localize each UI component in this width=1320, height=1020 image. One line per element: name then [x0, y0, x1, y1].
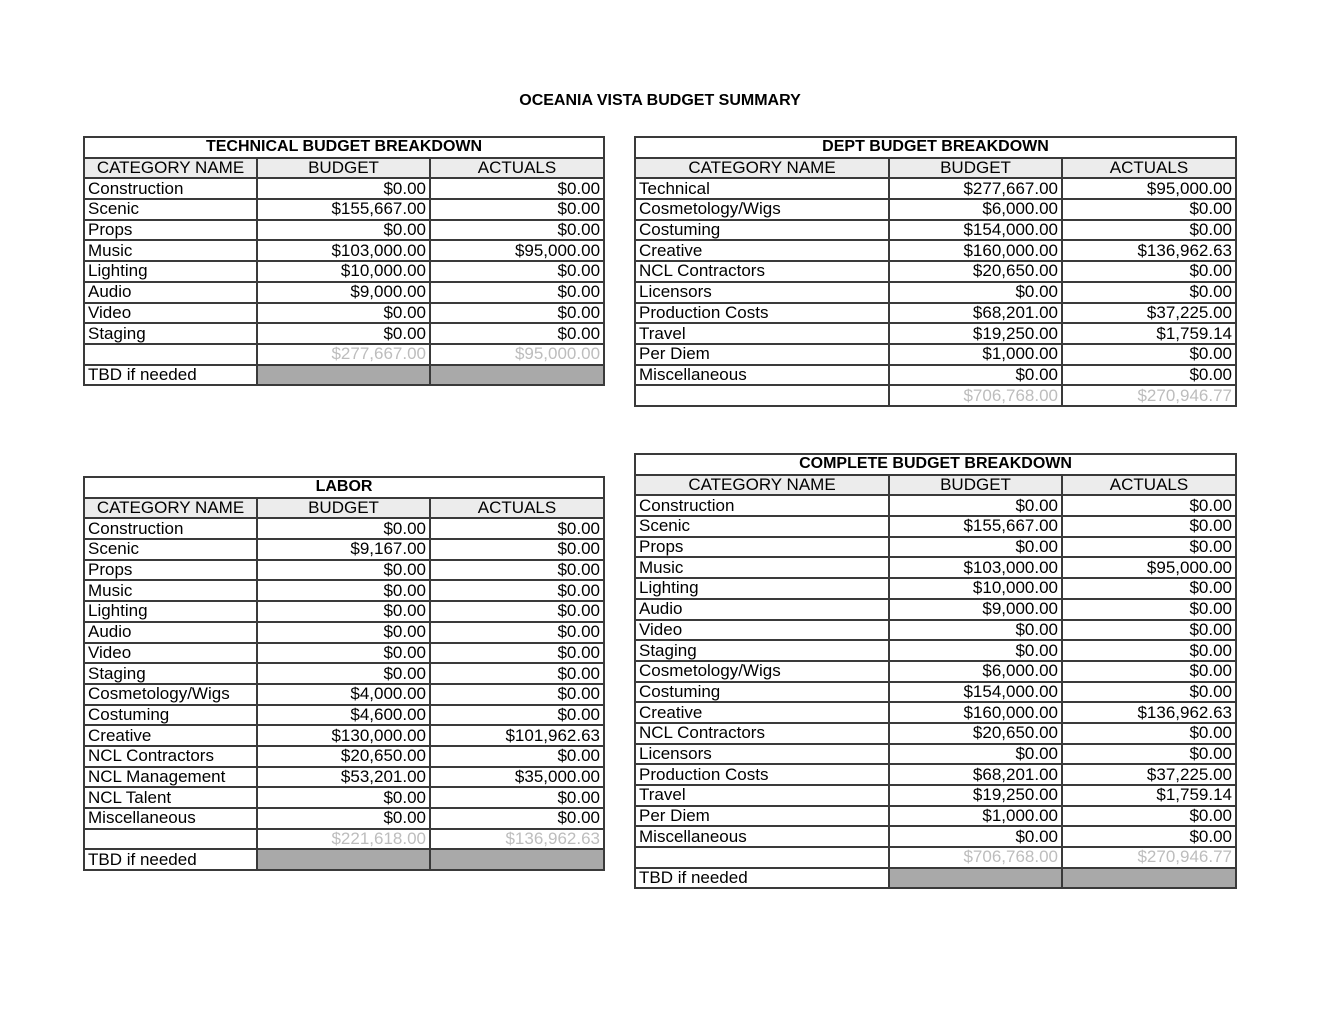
table-row	[84, 601, 604, 622]
column-header: ACTUALS	[1062, 475, 1236, 496]
table-row	[635, 557, 1236, 578]
column-header: CATEGORY NAME	[84, 498, 257, 519]
table-row	[635, 282, 1236, 303]
category-cell[interactable]: Creative	[635, 240, 889, 261]
budget-cell[interactable]: $0.00	[257, 220, 430, 241]
budget-cell[interactable]: $0.00	[889, 365, 1062, 386]
budget-cell[interactable]: $20,650.00	[257, 746, 430, 767]
tbd-label-cell[interactable]: TBD if needed	[84, 365, 257, 386]
budget-cell[interactable]: $277,667.00	[889, 178, 1062, 199]
category-cell[interactable]: NCL Contractors	[635, 723, 889, 744]
tbd-actuals-cell[interactable]	[1062, 868, 1236, 889]
category-cell[interactable]: Miscellaneous	[84, 808, 257, 829]
table-row	[635, 723, 1236, 744]
actuals-cell[interactable]: $0.00	[1062, 199, 1236, 220]
column-header: ACTUALS	[430, 158, 604, 179]
table-row	[635, 661, 1236, 682]
actuals-cell[interactable]: $0.00	[1062, 640, 1236, 661]
table-row	[84, 684, 604, 705]
actuals-cell[interactable]: $0.00	[430, 560, 604, 581]
category-cell[interactable]: Music	[84, 580, 257, 601]
category-cell[interactable]: Creative	[635, 702, 889, 723]
actuals-cell[interactable]: $0.00	[430, 518, 604, 539]
table-row	[84, 178, 604, 199]
category-cell[interactable]: Staging	[84, 663, 257, 684]
table-row	[84, 282, 604, 303]
budget-total-cell[interactable]: $221,618.00	[257, 829, 430, 850]
budget-cell[interactable]: $0.00	[889, 282, 1062, 303]
actuals-cell[interactable]: $0.00	[430, 601, 604, 622]
budget-cell[interactable]: $155,667.00	[889, 516, 1062, 537]
category-cell[interactable]: Cosmetology/Wigs	[84, 684, 257, 705]
table-row	[635, 495, 1236, 516]
table-row	[84, 787, 604, 808]
table-row	[84, 539, 604, 560]
budget-cell[interactable]: $0.00	[889, 495, 1062, 516]
category-cell[interactable]: Technical	[635, 178, 889, 199]
budget-cell[interactable]: $0.00	[257, 601, 430, 622]
table-row	[635, 702, 1236, 723]
total-label-cell[interactable]	[635, 385, 889, 406]
actuals-total-cell[interactable]: $270,946.77	[1062, 385, 1236, 406]
actuals-cell[interactable]: $0.00	[1062, 516, 1236, 537]
actuals-cell[interactable]: $0.00	[430, 539, 604, 560]
actuals-cell[interactable]: $0.00	[1062, 220, 1236, 241]
table-row	[84, 323, 604, 344]
tbd-label-cell[interactable]: TBD if needed	[84, 849, 257, 870]
budget-cell[interactable]: $4,000.00	[257, 684, 430, 705]
actuals-cell[interactable]: $0.00	[1062, 620, 1236, 641]
actuals-cell[interactable]: $0.00	[430, 282, 604, 303]
actuals-total-cell[interactable]: $136,962.63	[430, 829, 604, 850]
actuals-cell[interactable]: $0.00	[1062, 537, 1236, 558]
budget-cell[interactable]: $0.00	[257, 323, 430, 344]
total-label-cell[interactable]	[635, 847, 889, 868]
table-row	[84, 261, 604, 282]
budget-cell[interactable]: $1,000.00	[889, 344, 1062, 365]
actuals-cell[interactable]: $0.00	[1062, 282, 1236, 303]
table-row	[635, 220, 1236, 241]
budget-cell[interactable]: $0.00	[257, 643, 430, 664]
table-row	[84, 705, 604, 726]
column-header: ACTUALS	[430, 498, 604, 519]
category-cell[interactable]: Cosmetology/Wigs	[635, 661, 889, 682]
table-row	[84, 240, 604, 261]
budget-cell[interactable]: $0.00	[257, 808, 430, 829]
actuals-cell[interactable]: $0.00	[430, 178, 604, 199]
category-cell[interactable]: NCL Contractors	[635, 261, 889, 282]
category-cell[interactable]: Cosmetology/Wigs	[635, 199, 889, 220]
table-row	[84, 199, 604, 220]
column-header: ACTUALS	[1062, 158, 1236, 179]
actuals-cell[interactable]: $95,000.00	[1062, 557, 1236, 578]
actuals-cell[interactable]: $0.00	[430, 303, 604, 324]
budget-cell[interactable]: $0.00	[257, 663, 430, 684]
category-cell[interactable]: NCL Contractors	[84, 746, 257, 767]
total-row	[84, 829, 604, 850]
budget-cell[interactable]: $6,000.00	[889, 199, 1062, 220]
table-heading-row	[635, 454, 1236, 475]
actuals-cell[interactable]: $0.00	[430, 580, 604, 601]
table-row	[635, 764, 1236, 785]
table-heading: COMPLETE BUDGET BREAKDOWN	[635, 454, 1236, 475]
table-row	[635, 303, 1236, 324]
category-cell[interactable]: Costuming	[635, 682, 889, 703]
actuals-cell[interactable]: $0.00	[1062, 578, 1236, 599]
category-cell[interactable]: Music	[635, 557, 889, 578]
total-row	[84, 344, 604, 365]
table-row	[84, 767, 604, 788]
budget-cell[interactable]: $4,600.00	[257, 705, 430, 726]
actuals-cell[interactable]: $0.00	[430, 808, 604, 829]
table-row	[635, 620, 1236, 641]
budget-cell[interactable]: $10,000.00	[889, 578, 1062, 599]
table-row	[635, 744, 1236, 765]
category-cell[interactable]: Miscellaneous	[635, 365, 889, 386]
actuals-total-cell[interactable]: $270,946.77	[1062, 847, 1236, 868]
technical-budget-table	[83, 136, 605, 386]
table-row	[635, 261, 1236, 282]
column-header: BUDGET	[257, 158, 430, 179]
table-heading: TECHNICAL BUDGET BREAKDOWN	[84, 137, 604, 158]
budget-cell[interactable]: $130,000.00	[257, 725, 430, 746]
category-cell[interactable]: Lighting	[635, 578, 889, 599]
category-cell[interactable]: Video	[84, 303, 257, 324]
category-cell[interactable]: Lighting	[84, 601, 257, 622]
budget-cell[interactable]: $0.00	[257, 303, 430, 324]
table-row	[635, 240, 1236, 261]
table-row	[635, 537, 1236, 558]
budget-cell[interactable]: $0.00	[889, 640, 1062, 661]
table-row	[635, 199, 1236, 220]
actuals-cell[interactable]: $136,962.63	[1062, 702, 1236, 723]
category-cell[interactable]: NCL Management	[84, 767, 257, 788]
category-cell[interactable]: Licensors	[635, 282, 889, 303]
table-row	[84, 220, 604, 241]
budget-total-cell[interactable]: $277,667.00	[257, 344, 430, 365]
budget-cell[interactable]: $0.00	[257, 580, 430, 601]
actuals-cell[interactable]: $0.00	[430, 663, 604, 684]
budget-total-cell[interactable]: $706,768.00	[889, 847, 1062, 868]
table-heading: LABOR	[84, 477, 604, 498]
table-row	[635, 785, 1236, 806]
actuals-cell[interactable]: $0.00	[1062, 495, 1236, 516]
tbd-row	[84, 849, 604, 870]
actuals-cell[interactable]: $37,225.00	[1062, 764, 1236, 785]
column-header: CATEGORY NAME	[635, 158, 889, 179]
dept-budget-table	[634, 136, 1237, 407]
tbd-actuals-cell[interactable]	[430, 849, 604, 870]
category-cell[interactable]: Lighting	[84, 261, 257, 282]
budget-cell[interactable]: $1,000.00	[889, 806, 1062, 827]
category-cell[interactable]: Props	[84, 560, 257, 581]
category-cell[interactable]: Construction	[84, 518, 257, 539]
complete-budget-table	[634, 453, 1237, 889]
actuals-cell[interactable]: $0.00	[1062, 744, 1236, 765]
tbd-actuals-cell[interactable]	[430, 365, 604, 386]
budget-cell[interactable]: $10,000.00	[257, 261, 430, 282]
budget-cell[interactable]: $154,000.00	[889, 682, 1062, 703]
actuals-cell[interactable]: $0.00	[1062, 723, 1236, 744]
actuals-cell[interactable]: $0.00	[430, 705, 604, 726]
category-cell[interactable]: Props	[84, 220, 257, 241]
table-row	[635, 344, 1236, 365]
tbd-budget-cell[interactable]	[257, 849, 430, 870]
actuals-cell[interactable]: $0.00	[1062, 826, 1236, 847]
actuals-cell[interactable]: $136,962.63	[1062, 240, 1236, 261]
table-row	[635, 178, 1236, 199]
actuals-cell[interactable]: $0.00	[430, 684, 604, 705]
column-header-row	[635, 475, 1236, 496]
category-cell[interactable]: Per Diem	[635, 806, 889, 827]
budget-cell[interactable]: $103,000.00	[257, 240, 430, 261]
category-cell[interactable]: Costuming	[635, 220, 889, 241]
category-cell[interactable]: Music	[84, 240, 257, 261]
column-header: BUDGET	[889, 158, 1062, 179]
actuals-cell[interactable]: $0.00	[1062, 365, 1236, 386]
budget-cell[interactable]: $20,650.00	[889, 261, 1062, 282]
category-cell[interactable]: Video	[84, 643, 257, 664]
budget-cell[interactable]: $0.00	[889, 620, 1062, 641]
budget-cell[interactable]: $160,000.00	[889, 702, 1062, 723]
table-row	[635, 640, 1236, 661]
category-cell[interactable]: Audio	[84, 282, 257, 303]
category-cell[interactable]: Audio	[84, 622, 257, 643]
budget-cell[interactable]: $0.00	[257, 787, 430, 808]
category-cell[interactable]: NCL Talent	[84, 787, 257, 808]
table-heading: DEPT BUDGET BREAKDOWN	[635, 137, 1236, 158]
category-cell[interactable]: Construction	[635, 495, 889, 516]
budget-cell[interactable]: $0.00	[889, 744, 1062, 765]
budget-cell[interactable]: $0.00	[257, 518, 430, 539]
table-row	[635, 826, 1236, 847]
budget-total-cell[interactable]: $706,768.00	[889, 385, 1062, 406]
table-row	[635, 806, 1236, 827]
budget-cell[interactable]: $0.00	[889, 826, 1062, 847]
tbd-budget-cell[interactable]	[889, 868, 1062, 889]
category-cell[interactable]: Scenic	[84, 539, 257, 560]
actuals-cell[interactable]: $37,225.00	[1062, 303, 1236, 324]
actuals-cell[interactable]: $0.00	[1062, 661, 1236, 682]
actuals-cell[interactable]: $0.00	[430, 261, 604, 282]
category-cell[interactable]: Costuming	[84, 705, 257, 726]
column-header-row	[84, 498, 604, 519]
budget-cell[interactable]: $68,201.00	[889, 303, 1062, 324]
table-row	[84, 643, 604, 664]
budget-cell[interactable]: $68,201.00	[889, 764, 1062, 785]
column-header-row	[84, 158, 604, 179]
category-cell[interactable]: Staging	[635, 640, 889, 661]
column-header: CATEGORY NAME	[84, 158, 257, 179]
actuals-cell[interactable]: $0.00	[430, 643, 604, 664]
table-row	[84, 808, 604, 829]
actuals-cell[interactable]: $0.00	[430, 622, 604, 643]
category-cell[interactable]: Construction	[84, 178, 257, 199]
budget-cell[interactable]: $0.00	[257, 560, 430, 581]
tbd-label-cell[interactable]: TBD if needed	[635, 868, 889, 889]
budget-cell[interactable]: $160,000.00	[889, 240, 1062, 261]
total-label-cell[interactable]	[84, 344, 257, 365]
budget-cell[interactable]: $0.00	[257, 178, 430, 199]
column-header: BUDGET	[257, 498, 430, 519]
budget-cell[interactable]: $103,000.00	[889, 557, 1062, 578]
budget-cell[interactable]: $155,667.00	[257, 199, 430, 220]
budget-cell[interactable]: $9,000.00	[889, 599, 1062, 620]
category-cell[interactable]: Scenic	[635, 516, 889, 537]
category-cell[interactable]: Props	[635, 537, 889, 558]
category-cell[interactable]: Staging	[84, 323, 257, 344]
tbd-row	[84, 365, 604, 386]
actuals-cell[interactable]: $0.00	[1062, 344, 1236, 365]
budget-cell[interactable]: $19,250.00	[889, 323, 1062, 344]
table-row	[84, 725, 604, 746]
category-cell[interactable]: Miscellaneous	[635, 826, 889, 847]
category-cell[interactable]: Travel	[635, 323, 889, 344]
actuals-cell[interactable]: $0.00	[430, 746, 604, 767]
budget-cell[interactable]: $19,250.00	[889, 785, 1062, 806]
category-cell[interactable]: Per Diem	[635, 344, 889, 365]
table-row	[635, 578, 1236, 599]
table-row	[635, 682, 1236, 703]
actuals-cell[interactable]: $0.00	[1062, 599, 1236, 620]
category-cell[interactable]: Production Costs	[635, 303, 889, 324]
table-heading-row	[635, 137, 1236, 158]
table-row	[84, 518, 604, 539]
actuals-total-cell[interactable]: $95,000.00	[430, 344, 604, 365]
table-row	[84, 303, 604, 324]
budget-cell[interactable]: $6,000.00	[889, 661, 1062, 682]
actuals-cell[interactable]: $101,962.63	[430, 725, 604, 746]
budget-cell[interactable]: $53,201.00	[257, 767, 430, 788]
category-cell[interactable]: Production Costs	[635, 764, 889, 785]
table-row	[84, 746, 604, 767]
category-cell[interactable]: Audio	[635, 599, 889, 620]
total-row	[635, 385, 1236, 406]
table-row	[635, 365, 1236, 386]
table-heading-row	[84, 477, 604, 498]
table-row	[84, 580, 604, 601]
table-row	[84, 622, 604, 643]
budget-cell[interactable]: $0.00	[889, 537, 1062, 558]
budget-cell[interactable]: $0.00	[257, 622, 430, 643]
actuals-cell[interactable]: $0.00	[1062, 682, 1236, 703]
actuals-cell[interactable]: $1,759.14	[1062, 785, 1236, 806]
actuals-cell[interactable]: $0.00	[1062, 806, 1236, 827]
column-header-row	[635, 158, 1236, 179]
labor-budget-table	[83, 476, 605, 871]
tbd-budget-cell[interactable]	[257, 365, 430, 386]
actuals-cell[interactable]: $0.00	[430, 787, 604, 808]
table-row	[635, 516, 1236, 537]
column-header: BUDGET	[889, 475, 1062, 496]
budget-cell[interactable]: $9,167.00	[257, 539, 430, 560]
category-cell[interactable]: Scenic	[84, 199, 257, 220]
table-row	[635, 323, 1236, 344]
table-row	[84, 560, 604, 581]
category-cell[interactable]: Video	[635, 620, 889, 641]
budget-cell[interactable]: $154,000.00	[889, 220, 1062, 241]
table-row	[84, 663, 604, 684]
actuals-cell[interactable]: $0.00	[430, 220, 604, 241]
actuals-cell[interactable]: $95,000.00	[430, 240, 604, 261]
column-header: CATEGORY NAME	[635, 475, 889, 496]
actuals-cell[interactable]: $0.00	[430, 323, 604, 344]
budget-cell[interactable]: $20,650.00	[889, 723, 1062, 744]
category-cell[interactable]: Travel	[635, 785, 889, 806]
tbd-row	[635, 868, 1236, 889]
table-row	[635, 599, 1236, 620]
actuals-cell[interactable]: $35,000.00	[430, 767, 604, 788]
page-title: OCEANIA VISTA BUDGET SUMMARY	[519, 92, 801, 109]
table-heading-row	[84, 137, 604, 158]
total-row	[635, 847, 1236, 868]
actuals-cell[interactable]: $0.00	[1062, 261, 1236, 282]
category-cell[interactable]: Licensors	[635, 744, 889, 765]
total-label-cell[interactable]	[84, 829, 257, 850]
budget-cell[interactable]: $9,000.00	[257, 282, 430, 303]
category-cell[interactable]: Creative	[84, 725, 257, 746]
actuals-cell[interactable]: $1,759.14	[1062, 323, 1236, 344]
actuals-cell[interactable]: $95,000.00	[1062, 178, 1236, 199]
actuals-cell[interactable]: $0.00	[430, 199, 604, 220]
